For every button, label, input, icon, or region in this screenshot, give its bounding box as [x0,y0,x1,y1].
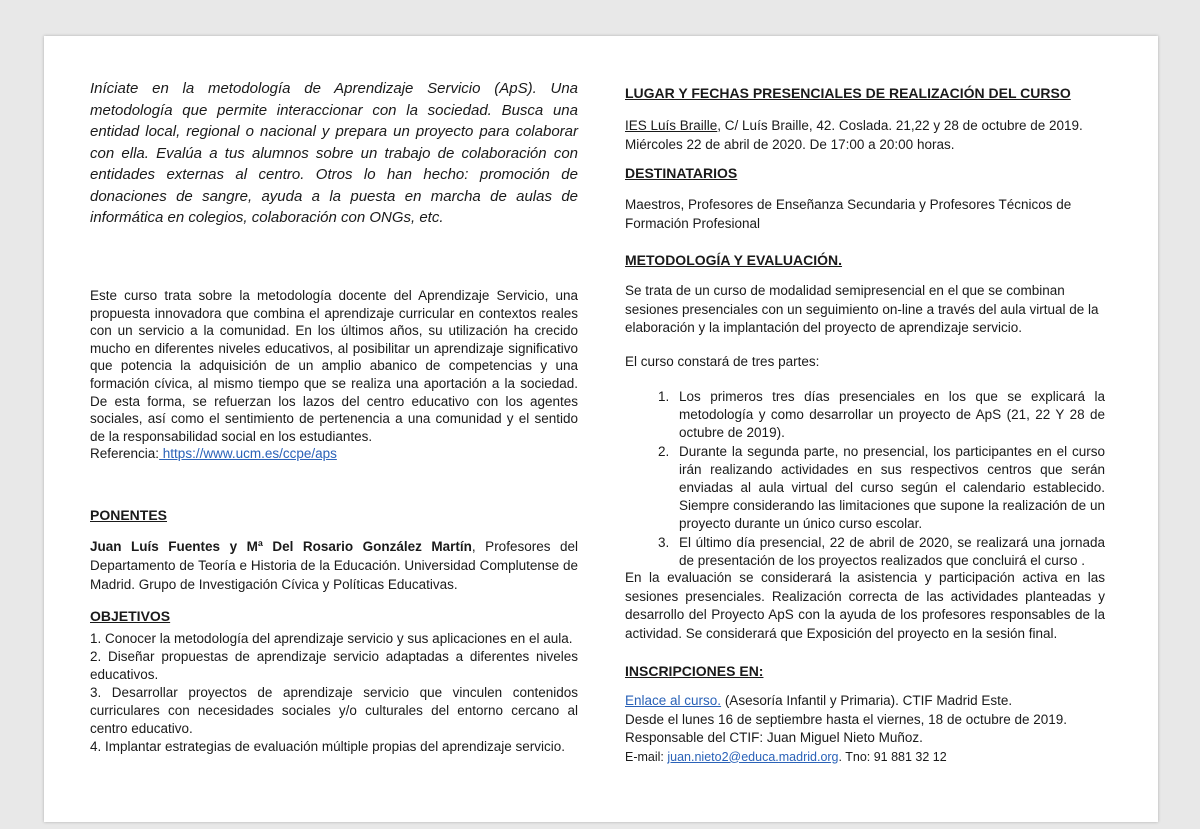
description-text: Este curso trata sobre la metodología docente del Aprendizaje Servicio, una propuesta innovadora que combina el aprendizaje curricular en contextos reales con un servicio a la comunidad. En los últimos años, su utilización ha crecido mucho en diferentes niveles educativos, al posibilitar un aprendizaje significativo que potencia la adquisición de un amplio abanico de competencias y una formación cívica, al mismo tiempo que se realiza una aportación a la sociedad. De esta forma, se refuerzan los lazos del centro educativo con los agentes sociales, así como el sentimiento de pertenencia a una comunidad y el sentido de la responsabilidad social en los estudiantes. [90,288,578,444]
ponentes-names: Juan Luís Fuentes y Mª Del Rosario González Martín [90,539,472,554]
ponentes-paragraph [90,537,578,594]
enlace-rest: (Asesoría Infantil y Primaria). CTIF Madrid Este. [721,693,1013,708]
list-item: 3. El último día presencial, 22 de abril de 2020, se realizará una jornada de presentación de los proyectos realizados que concluirá el curso . [673,534,1105,570]
fechas-inscripcion: Desde el lunes 16 de septiembre hasta el viernes, 18 de octubre de 2019. [625,711,1068,727]
ponentes-affiliation: , Profesores del Departamento de Teoría e Historia de la Educación. Universidad Complutense de Madrid. Grupo de Investigación Cívica y Políticas Educativas. [90,539,578,592]
email-link[interactable]: juan.nieto2@educa.madrid.org [667,749,839,764]
inscripciones-heading: INSCRIPCIONES EN: [625,663,764,679]
intro-paragraph: Iníciate en la metodología de Aprendizaje Servicio (ApS). Una metodología que permite interaccionar con la sociedad. Busca una entidad local, regional o nacional y prepara un proyecto para colaborar con ella. Evalúa a tus alumnos sobre un trabajo de colaboración con entidades externas al centro. Otros lo han hecho: promoción de donaciones de sangre, ayuda a la puesta en marcha de aulas de informática en colegios, colaboración con ONGs, etc. [90,80,578,226]
list-item: 4. Implantar estrategias de evaluación múltiple propias del aprendizaje servicio. [90,739,566,754]
ponentes-heading: PONENTES [90,507,168,523]
reference-label: Referencia: [90,446,160,462]
objetivos-heading: OBJETIVOS [90,608,171,624]
document-page [44,36,1158,822]
lugar-date-2: Miércoles 22 de abril de 2020. De 17:00 a 20:00 horas. [625,136,955,152]
list-item: 1. Los primeros tres días presenciales en los que se explicará la metodología y como desarrollar un proyecto de ApS (21, 22 Y 28 de octubre de 2019). [673,388,1105,443]
enlace-curso-link[interactable]: Enlace al curso. [625,693,722,708]
lugar-place: IES Luís Braille [625,118,718,133]
partes-intro: El curso constará de tres partes: [625,354,820,369]
objetivos-list [90,630,578,756]
metodologia-heading: METODOLOGÍA Y EVALUACIÓN. [625,252,843,268]
lugar-heading: LUGAR Y FECHAS PRESENCIALES DE REALIZACIÓN DEL CURSO [625,85,1071,101]
lugar-address: , C/ Luís Braille, 42. Coslada. 21,22 y 28 de octubre de 2019. [717,118,1083,133]
reference-link[interactable]: https://www.ucm.es/ccpe/aps [159,446,337,462]
destinatarios-heading: DESTINATARIOS [625,165,738,181]
lugar-text [625,117,1105,154]
inscripciones-text [625,692,1105,766]
list-item: 1. Conocer la metodología del aprendizaje servicio y sus aplicaciones en el aula. [90,631,573,646]
list-item: 2. Durante la segunda parte, no presencial, los participantes en el curso irán realizando actividades en sus respectivos centros que serán enviadas al aula virtual del curso según el calendario establecido. Siempre considerando las limitaciones que supone la realización de un proyecto durante un único curso escolar. [673,443,1105,534]
telefono: . Tno: 91 881 32 12 [838,749,947,764]
course-description [90,287,578,463]
list-item: 3. Desarrollar proyectos de aprendizaje servicio que vinculen contenidos curriculares con necesidades sociales y/o culturales del entorno cercano al centro educativo. [90,685,578,736]
email-label: E-mail: [625,749,668,764]
metodologia-text: Se trata de un curso de modalidad semipresencial en el que se combinan sesiones presenciales con un seguimiento on-line a través del aula virtual de la elaboración y la implantación del proyecto de aprendizaje servicio. [625,283,1099,335]
evaluacion-text: En la evaluación se considerará la asistencia y participación activa en las sesiones presenciales. Realización correcta de las actividades planteadas y desarrollo del Proyecto ApS con la ayuda de los profesores responsables de la actividad. Se considerará que Exposición del proyecto en la sesión final. [625,570,1105,641]
partes-list [625,388,1105,570]
list-item: 2. Diseñar propuestas de aprendizaje servicio adaptadas a diferentes niveles educativos. [90,649,578,682]
responsable: Responsable del CTIF: Juan Miguel Nieto Muñoz. [625,730,923,745]
destinatarios-text: Maestros, Profesores de Enseñanza Secundaria y Profesores Técnicos de Formación Profesional [625,197,1072,231]
